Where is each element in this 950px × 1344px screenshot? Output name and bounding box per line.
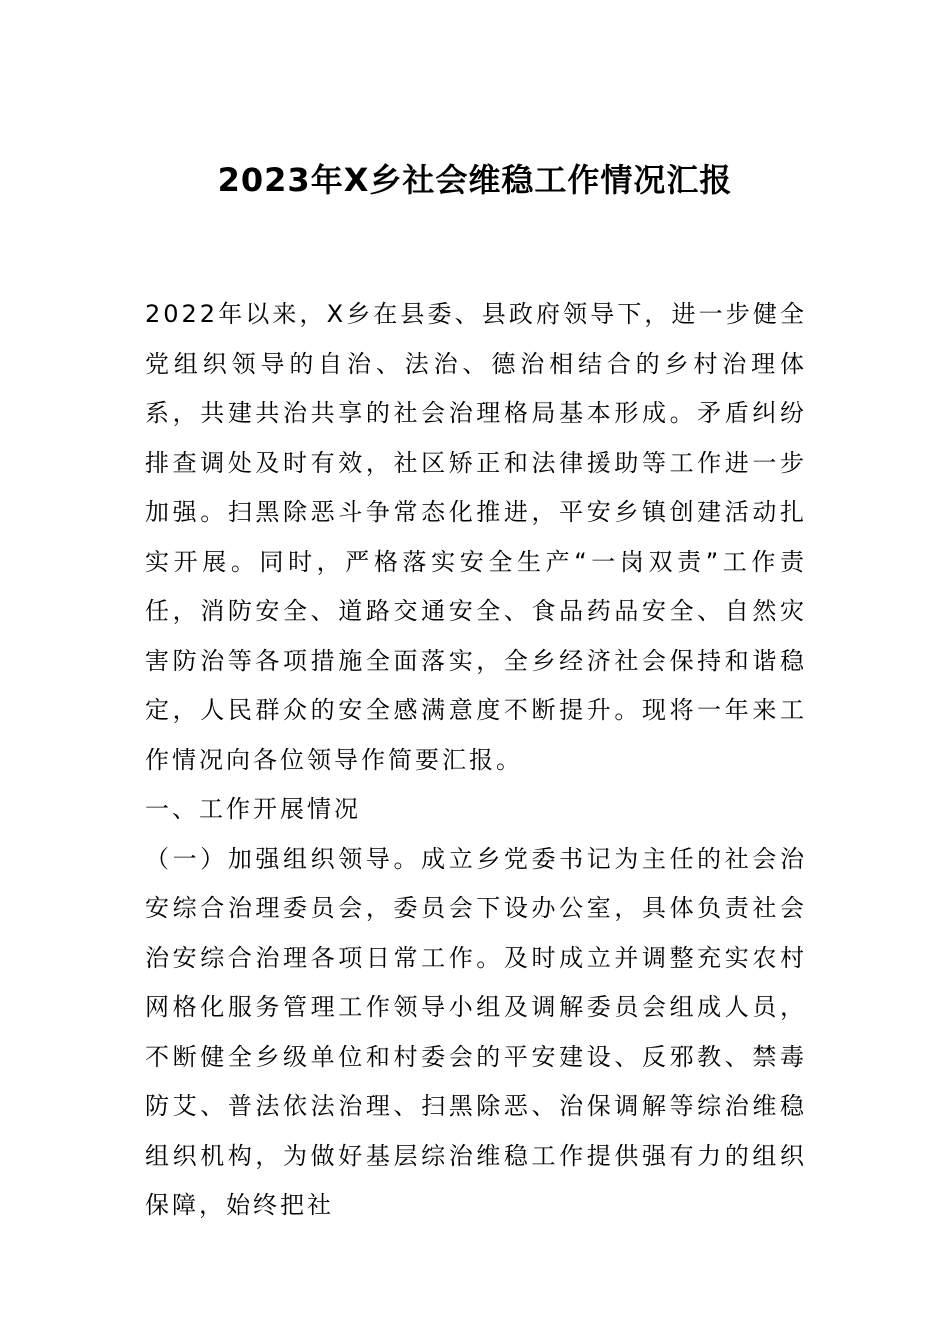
intro-paragraph: 2022年以来，X乡在县委、县政府领导下，进一步健全党组织领导的自治、法治、德治相结合的乡村治理体系，共建共治共享的社会治理格局基本形成。矛盾纠纷排查调处及时有效，社区矫正和法律援助等工作进一步加强。扫黑除恶斗争常态化推进，平安乡镇创建活动扎实开展。同时，严格落实安全生产“一岗双责”工作责任，消防安全、道路交通安全、食品药品安全、自然灾害防治等各项措施全面落实，全乡经济社会保持和谐稳定，人民群众的安全感满意度不断提升。现将一年来工作情况向各位领导作简要汇报。 <box>145 300 807 774</box>
document-body <box>145 290 807 1231</box>
section-paragraph: （一）加强组织领导。成立乡党委书记为主任的社会治安综合治理委员会，委员会下设办公室，具体负责社会治安综合治理各项日常工作。及时成立并调整充实农村网格化服务管理工作领导小组及调解委员会组成人员，不断健全乡级单位和村委会的平安建设、反邪教、禁毒防艾、普法依法治理、扫黑除恶、治保调解等综治维稳组织机构，为做好基层综治维稳工作提供强有力的组织保障，始终把社 <box>145 844 807 1219</box>
section-heading: 一、工作开展情况 <box>145 795 361 823</box>
document-title: 2023年X乡社会维稳工作情况汇报 <box>217 161 733 199</box>
